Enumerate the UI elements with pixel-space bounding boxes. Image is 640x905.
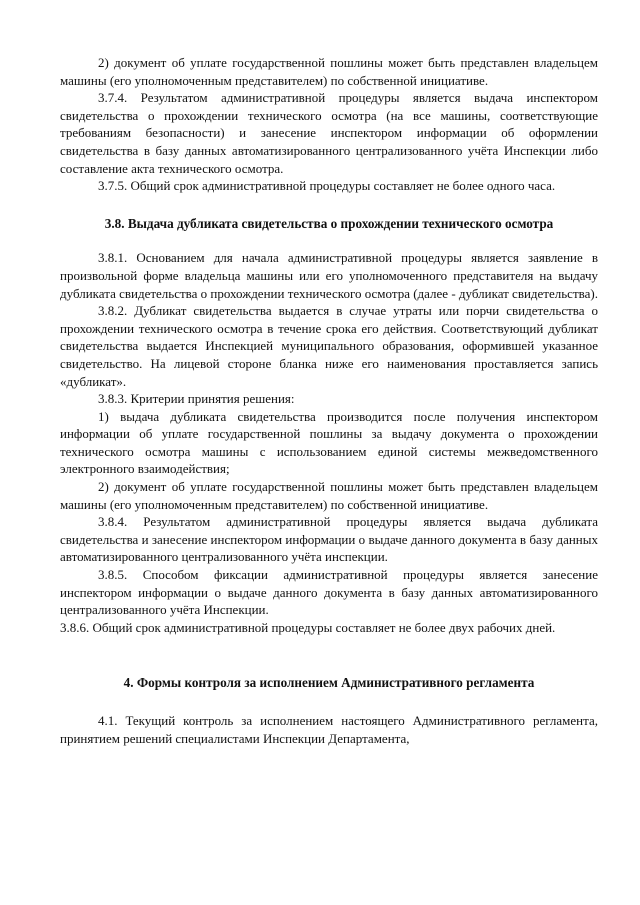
paragraph: 4.1. Текущий контроль за исполнением настоящего Административного регламента, принятием решений специалистами Инспекции Департамента, [60,713,598,746]
paragraph: 3.8.6. Общий срок административной процедуры составляет не более двух рабочих дней. [60,619,556,635]
paragraph: 3.8.2. Дубликат свидетельства выдается в случае утраты или порчи свидетельства о прохождении технического осмотра в течение срока его действия. Соответствующий дубликат свидетельства выдается Инспекцией муниципального образования, оформившей указанное свидетельство. На лицевой стороне бланка ниже его наименования проставляется запись «дубликат». [60,303,598,389]
paragraph: 3.8.1. Основанием для начала административной процедуры является заявление в произвольной форме владельца машины или его уполномоченного представителя на выдачу дубликата свидетельства о прохождении технического осмотра (далее - дубликат свидетельства). [60,250,598,301]
document-page [60,54,598,747]
paragraph: 2) документ об уплате государственной пошлины может быть представлен владельцем машины (его уполномоченным представителем) по собственной инициативе. [60,479,598,512]
paragraph: 3.8.4. Результатом административной процедуры является выдача дубликата свидетельства и занесение инспектором информации о выдаче данного документа в базу данных автоматизированного централизованного учёта инспекции. [60,514,598,565]
paragraph: 3.8.3. Критерии принятия решения: [98,391,295,407]
section-heading-3-8: 3.8. Выдача дубликата свидетельства о прохождении технического осмотра [104,215,554,231]
paragraph: 3.8.5. Способом фиксации административной процедуры является занесение инспектором информации о выдаче данного документа в базу данных автоматизированного централизованного учёта Инспекции. [60,567,598,618]
section-heading-4: 4. Формы контроля за исполнением Административного регламента [123,675,535,691]
paragraph: 3.7.4. Результатом административной процедуры является выдача инспектором свидетельства о прохождении технического осмотра (на все машины, соответствующие требованиям безопасности) и занесение инспектором информации об оформлении свидетельства в базу данных автоматизированного централизованного учёта Инспекции либо составление акта технического осмотра. [60,90,598,176]
paragraph: 1) выдача дубликата свидетельства производится после получения инспектором информации об уплате государственной пошлины за выдачу документа о прохождении технического осмотра машины с использованием единой системы межведомственного электронного взаимодействия; [60,408,598,477]
paragraph: 3.7.5. Общий срок административной процедуры составляет не более одного часа. [98,178,556,194]
paragraph: 2) документ об уплате государственной пошлины может быть представлен владельцем машины (его уполномоченным представителем) по собственной инициативе. [60,55,598,88]
